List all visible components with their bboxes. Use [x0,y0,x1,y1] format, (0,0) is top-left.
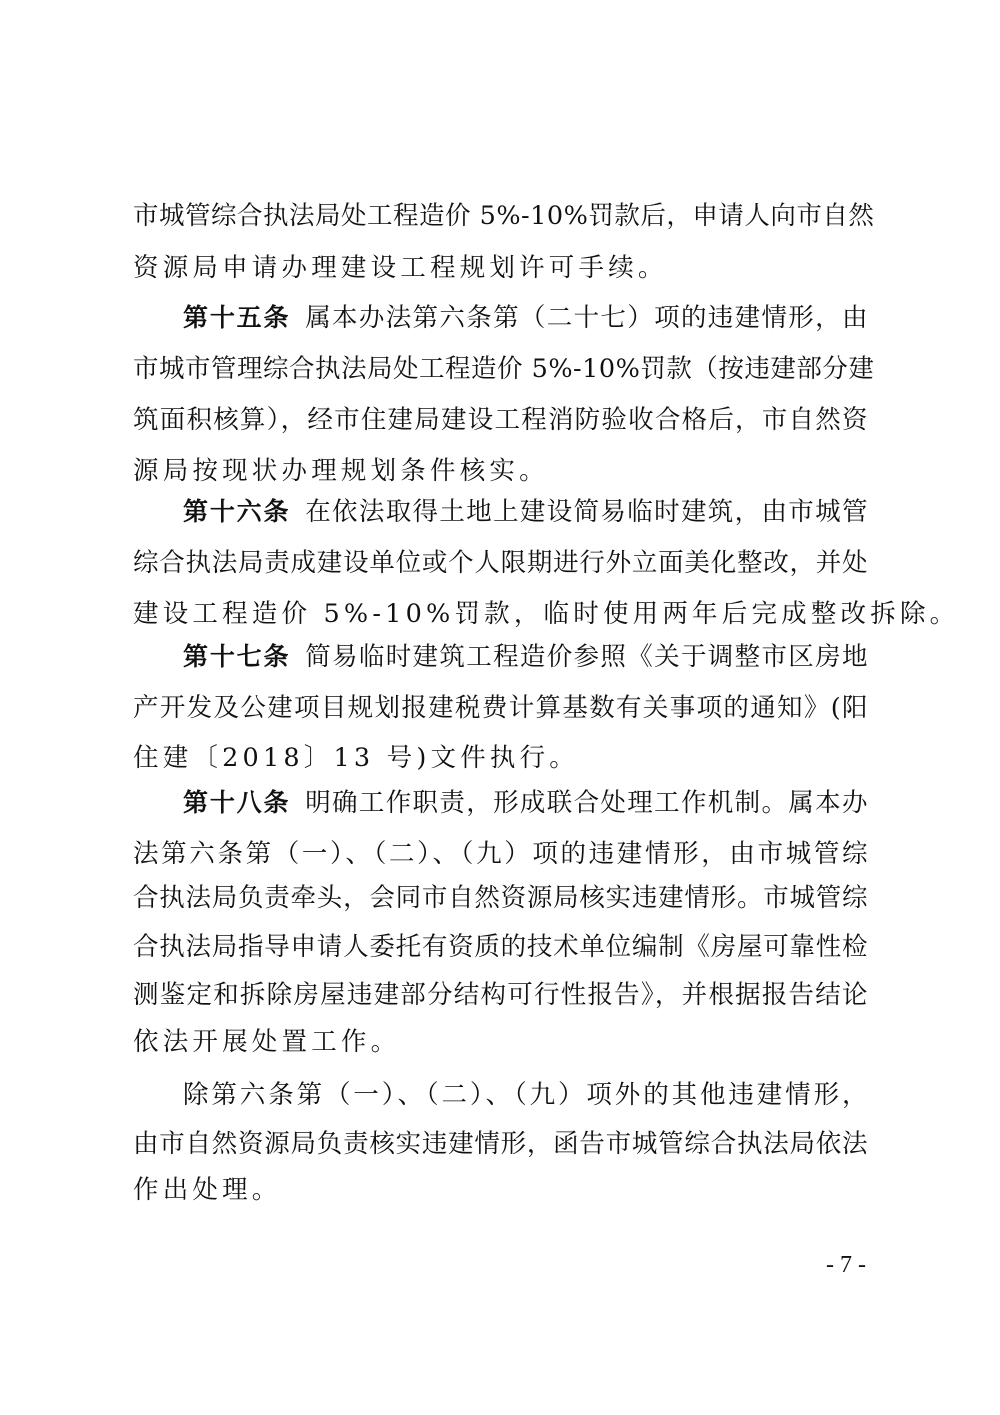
article-18-first-line [183,783,868,823]
article-17-line-1: 简易临时建筑工程造价参照《关于调整市区房地 [304,642,868,672]
paragraph-6-line-2: 由市自然资源局负责核实违建情形，函告市城管综合执法局依法 [133,1129,868,1159]
article-16-line-3: 建设工程造价 5%-10%罚款，临时使用两年后完成整改拆除。 [133,599,960,629]
article-16-line-2: 综合执法局责成建设单位或个人限期进行外立面美化整改，并处 [133,548,868,578]
article-18-line-2: 法第六条第（一）、（二）、（九）项的违建情形，由市城管综 [133,839,868,869]
article-15-line-2: 市城市管理综合执法局处工程造价 5%-10%罚款（按违建部分建 [133,354,875,384]
article-18-line-1: 明确工作职责，形成联合处理工作机制。属本办 [304,788,868,818]
article-16-first-line [183,492,868,532]
article-15-first-line [183,298,868,338]
paragraph-1-line-1: 市城管综合执法局处工程造价 5%-10%罚款后，申请人向市自然 [133,201,875,231]
article-17-heading: 第十七条 [183,642,291,671]
article-16-heading: 第十六条 [183,497,291,526]
article-16-line-1: 在依法取得土地上建设简易临时建筑，由市城管 [304,497,868,527]
article-18-line-5: 测鉴定和拆除房屋违建部分结构可行性报告》，并根据报告结论 [133,980,868,1010]
article-17-first-line [183,637,868,677]
article-15-heading: 第十五条 [183,303,291,332]
paragraph-6-line-1: 除第六条第（一）、（二）、（九）项外的其他违建情形， [183,1080,868,1110]
page-number: - 7 - [826,1252,866,1278]
article-15-line-1: 属本办法第六条第（二十七）项的违建情形，由 [304,303,868,333]
article-15-line-3: 筑面积核算），经市住建局建设工程消防验收合格后，市自然资 [133,405,868,435]
paragraph-1-line-2: 资源局申请办理建设工程规划许可手续。 [133,253,668,283]
article-18-line-3: 合执法局负责牵头，会同市自然资源局核实违建情形。市城管综 [133,883,868,913]
article-15-line-4: 源局按现状办理规划条件核实。 [133,456,549,486]
article-17-line-2: 产开发及公建项目规划报建税费计算基数有关事项的通知》(阳 [133,693,868,723]
article-18-line-4: 合执法局指导申请人委托有资质的技术单位编制《房屋可靠性检 [133,932,868,962]
article-18-line-6: 依法开展处置工作。 [133,1027,401,1057]
article-17-line-3: 住建〔2018〕13 号)文件执行。 [133,743,579,773]
article-18-heading: 第十八条 [183,788,291,817]
paragraph-6-line-3: 作出处理。 [133,1175,282,1205]
